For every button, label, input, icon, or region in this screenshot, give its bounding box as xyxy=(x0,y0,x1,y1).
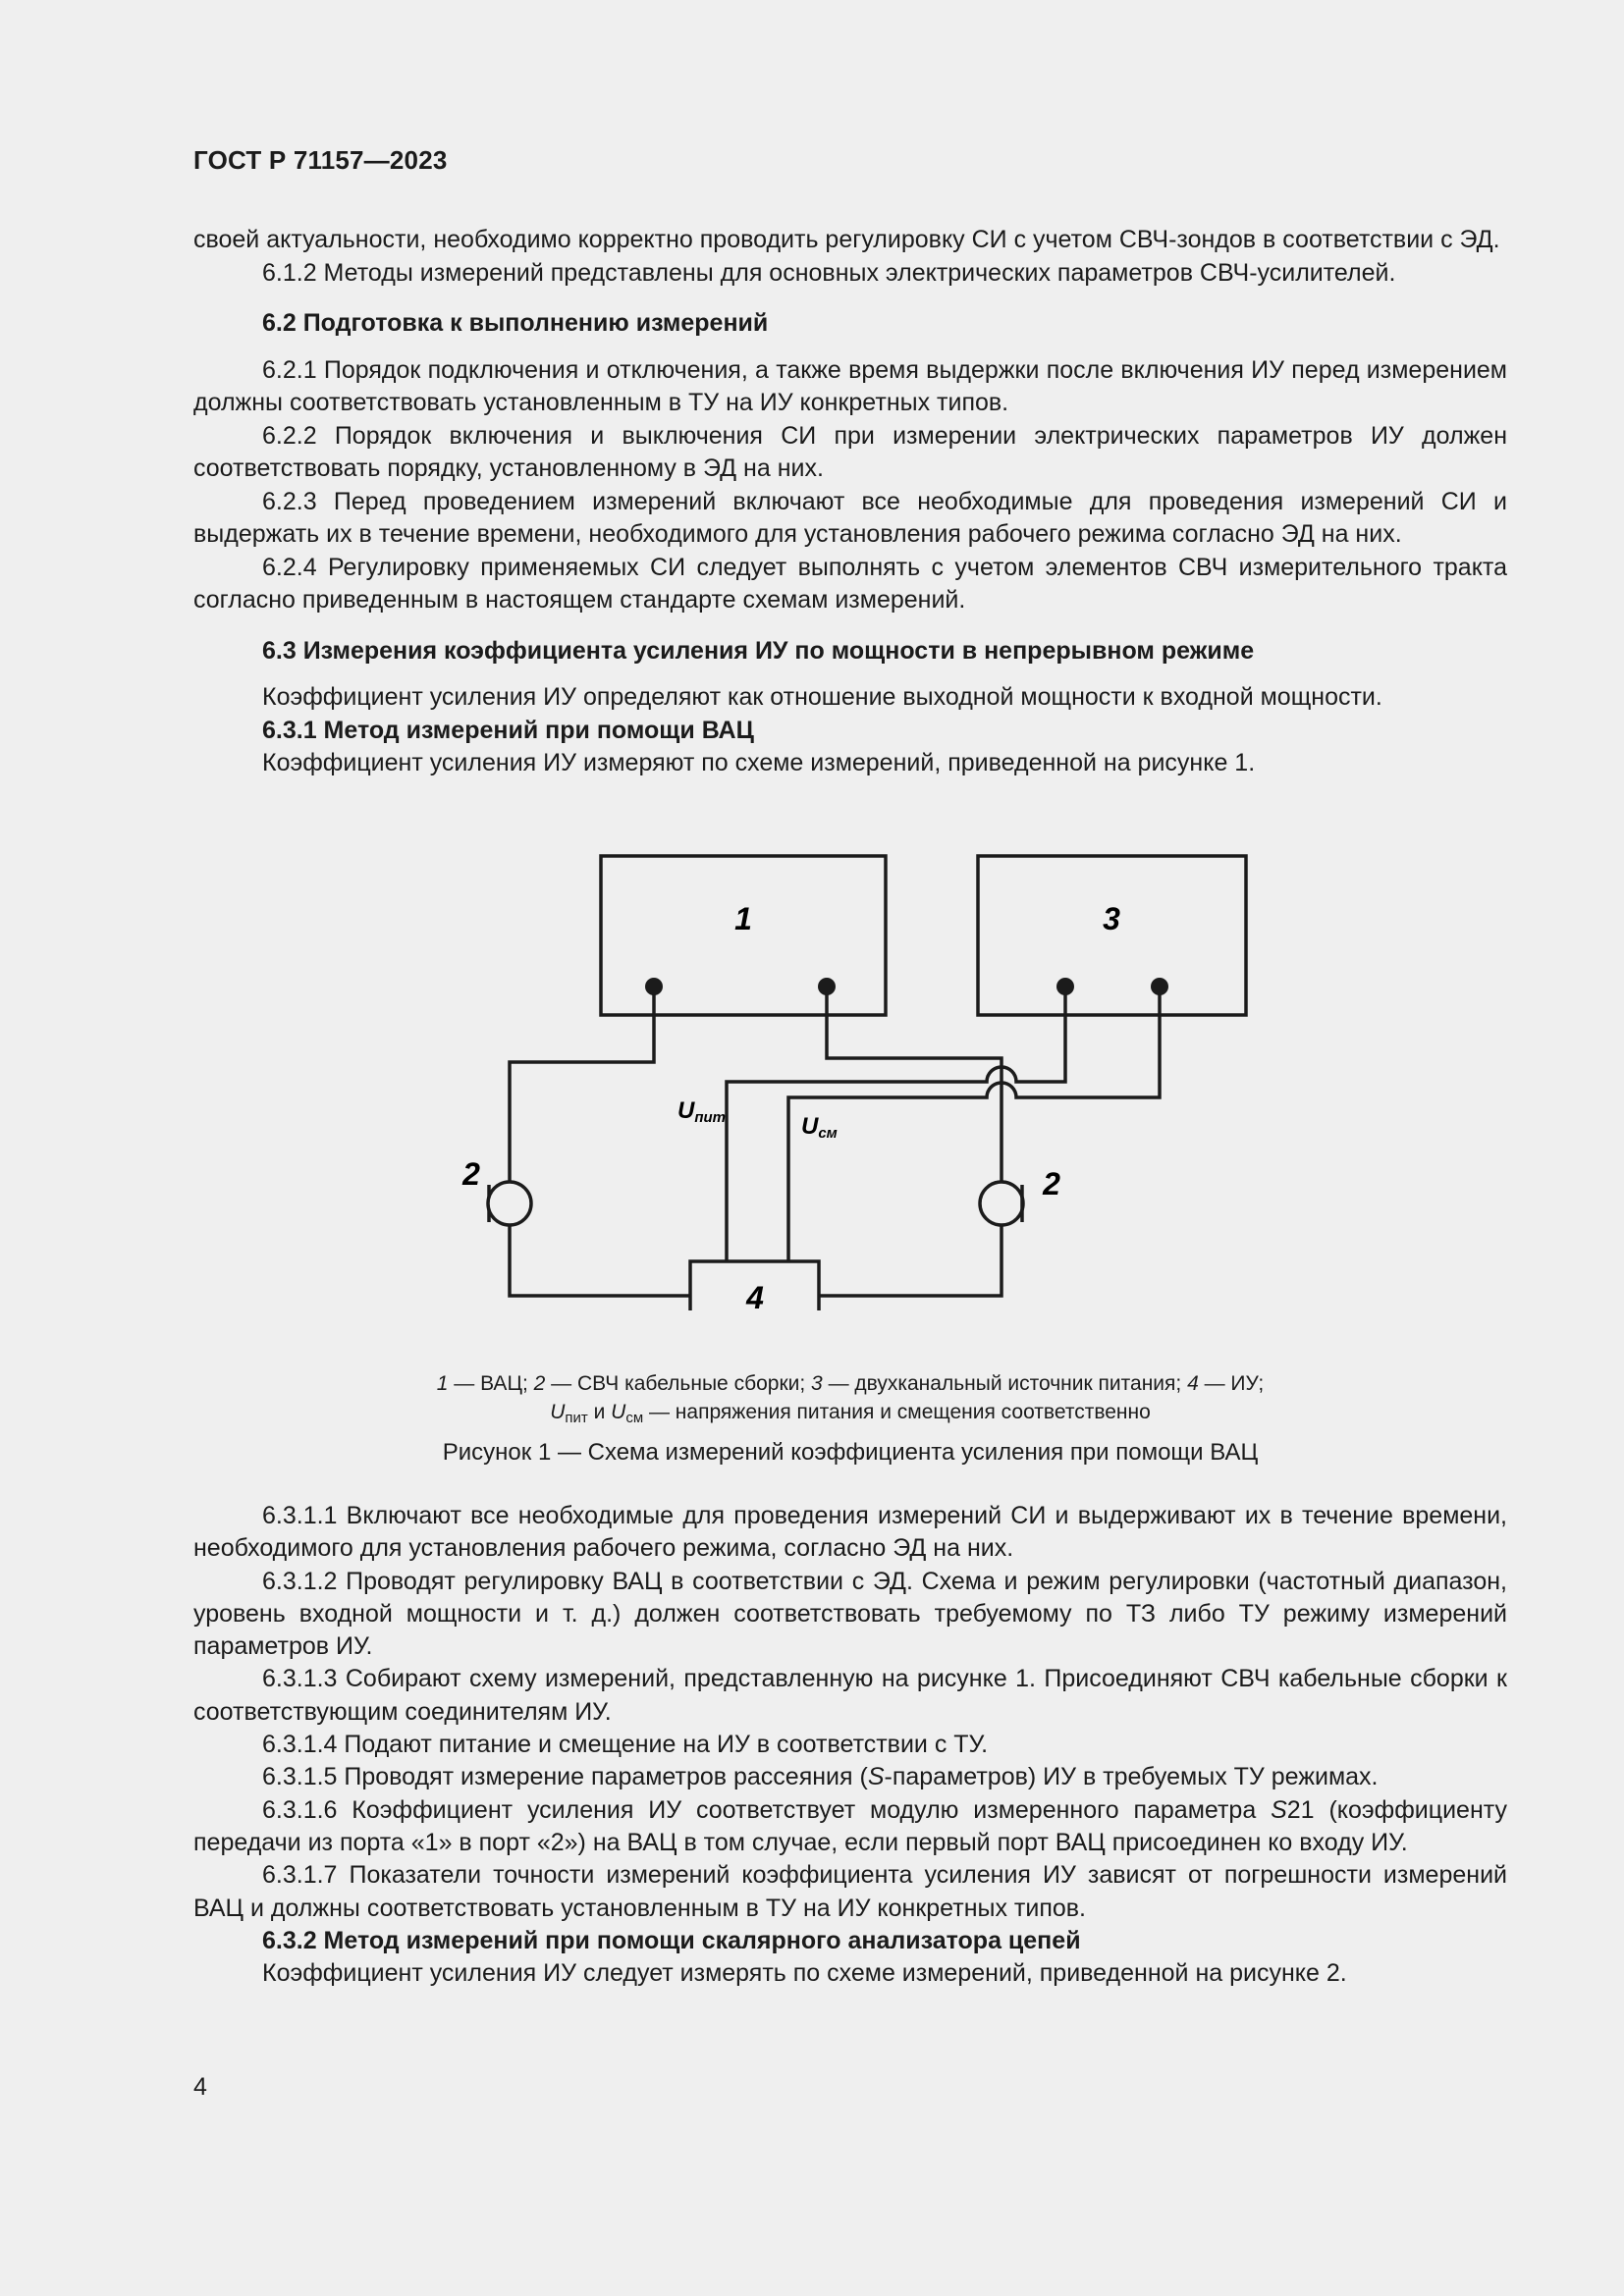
continuation-paragraph: своей актуальности, необходимо корректно проводить регулировку СИ с учетом СВЧ-зондов в соответствии с ЭД. xyxy=(193,226,1500,253)
page-number: 4 xyxy=(193,2073,207,2101)
paragraph-6-1-2: 6.1.2 Методы измерений представлены для основных электрических параметров СВЧ-усилителей. xyxy=(262,258,1396,287)
paragraph-6-3-1-intro: Коэффициент усиления ИУ измеряют по схеме измерений, приведенной на рисунке 1. xyxy=(262,749,1256,776)
label-box-4: 4 xyxy=(746,1280,764,1310)
section-heading-6-3: 6.3 Измерения коэффициента усиления ИУ по мощности в непрерывном режиме xyxy=(262,636,1255,665)
legend-line-1: 1 — ВАЦ; 2 — СВЧ кабельные сборки; 3 — двухканальный источник питания; 4 — ИУ; xyxy=(436,1372,1265,1395)
steps-text-block xyxy=(193,1500,1507,1990)
subsection-heading-6-3-1: 6.3.1 Метод измерений при помощи ВАЦ xyxy=(262,716,754,744)
paragraph-6-3-1-2: 6.3.1.2 Проводят регулировку ВАЦ в соответствии с ЭД. Схема и режим регулировки (частотный диапазон, уровень входной мощности и т. д.) должен соответствовать требуемому по ТЗ либо ТУ режиму измерений параметров ИУ. xyxy=(193,1567,1507,1661)
label-u-pit: Uпит xyxy=(677,1097,727,1126)
label-box-1: 1 xyxy=(734,901,752,936)
terminal-box1-left xyxy=(645,978,663,995)
cable-left-circle xyxy=(488,1182,531,1225)
paragraph-6-2-3: 6.2.3 Перед проведением измерений включают все необходимые для проведения измерений СИ и выдержать их в течение времени, необходимого для установления рабочего режима согласно ЭД на них. xyxy=(193,487,1507,548)
terminal-box1-right xyxy=(818,978,836,995)
figure-1-legend xyxy=(193,1369,1507,1432)
cable-right-circle xyxy=(980,1182,1023,1225)
terminal-box3-right xyxy=(1151,978,1168,995)
wire-left-cable xyxy=(510,987,690,1296)
paragraph-6-3-1-7: 6.3.1.7 Показатели точности измерений коэффициента усиления ИУ зависят от погрешности измерений ВАЦ и должны соответствовать установленным в ТУ на ИУ конкретных типов. xyxy=(193,1861,1507,1922)
terminal-box3-left xyxy=(1056,978,1074,995)
main-text-block xyxy=(193,224,1507,780)
label-cable-left: 2 xyxy=(462,1156,480,1192)
label-cable-right: 2 xyxy=(1043,1166,1060,1201)
document-header: ГОСТ Р 71157—2023 xyxy=(193,145,448,175)
figure-1-diagram xyxy=(193,849,1507,1310)
subsection-heading-6-3-2: 6.3.2 Метод измерений при помощи скалярного анализатора цепей xyxy=(262,1926,1081,1954)
figure-1-caption: Рисунок 1 — Схема измерений коэффициента усиления при помощи ВАЦ xyxy=(442,1439,1259,1466)
circuit-diagram xyxy=(193,849,1507,1310)
legend-line-2: $U_{пит}$ и $U_{см}$ — напряжения питания и смещения соответственно xyxy=(550,1401,1151,1426)
paragraph-6-3-1-6: 6.3.1.6 Коэффициент усиления ИУ соответствует модулю измеренного параметра S21 (коэффициенту передачи из порта «1» в порт «2») на ВАЦ в том случае, если первый порт ВАЦ присоединен ко входу ИУ. xyxy=(193,1795,1507,1856)
paragraph-6-3-1-5: 6.3.1.5 Проводят измерение параметров рассеяния (S-параметров) ИУ в требуемых ТУ режимах. xyxy=(262,1763,1379,1791)
paragraph-6-3-2-intro: Коэффициент усиления ИУ следует измерять по схеме измерений, приведенной на рисунке 2. xyxy=(262,1959,1347,1988)
section-heading-6-2: 6.2 Подготовка к выполнению измерений xyxy=(262,309,769,337)
paragraph-6-2-1: 6.2.1 Порядок подключения и отключения, а также время выдержки после включения ИУ перед измерением должны соответствовать установленным в ТУ на ИУ конкретных типов. xyxy=(193,355,1507,416)
wire-u-sm xyxy=(788,988,1160,1261)
wire-right-cable xyxy=(819,987,1001,1296)
paragraph-6-3-intro: Коэффициент усиления ИУ определяют как отношение выходной мощности к входной мощности. xyxy=(262,683,1382,711)
paragraph-6-3-1-1: 6.3.1.1 Включают все необходимые для проведения измерений СИ и выдерживают их в течение времени, необходимого для установления рабочего режима, согласно ЭД на них. xyxy=(193,1502,1507,1563)
label-box-3: 3 xyxy=(1103,901,1120,936)
label-u-sm: Uсм xyxy=(801,1113,838,1142)
paragraph-6-3-1-4: 6.3.1.4 Подают питание и смещение на ИУ в соответствии с ТУ. xyxy=(262,1731,989,1759)
paragraph-6-3-1-3: 6.3.1.3 Собирают схему измерений, представленную на рисунке 1. Присоединяют СВЧ кабельные сборки к соответствующим соединителям ИУ. xyxy=(193,1665,1507,1726)
paragraph-6-2-2: 6.2.2 Порядок включения и выключения СИ при измерении электрических параметров ИУ должен соответствовать порядку, установленному в ЭД на них. xyxy=(193,421,1507,482)
paragraph-6-2-4: 6.2.4 Регулировку применяемых СИ следует выполнять с учетом элементов СВЧ измерительного тракта согласно приведенным в настоящем стандарте схемам измерений. xyxy=(193,553,1507,614)
